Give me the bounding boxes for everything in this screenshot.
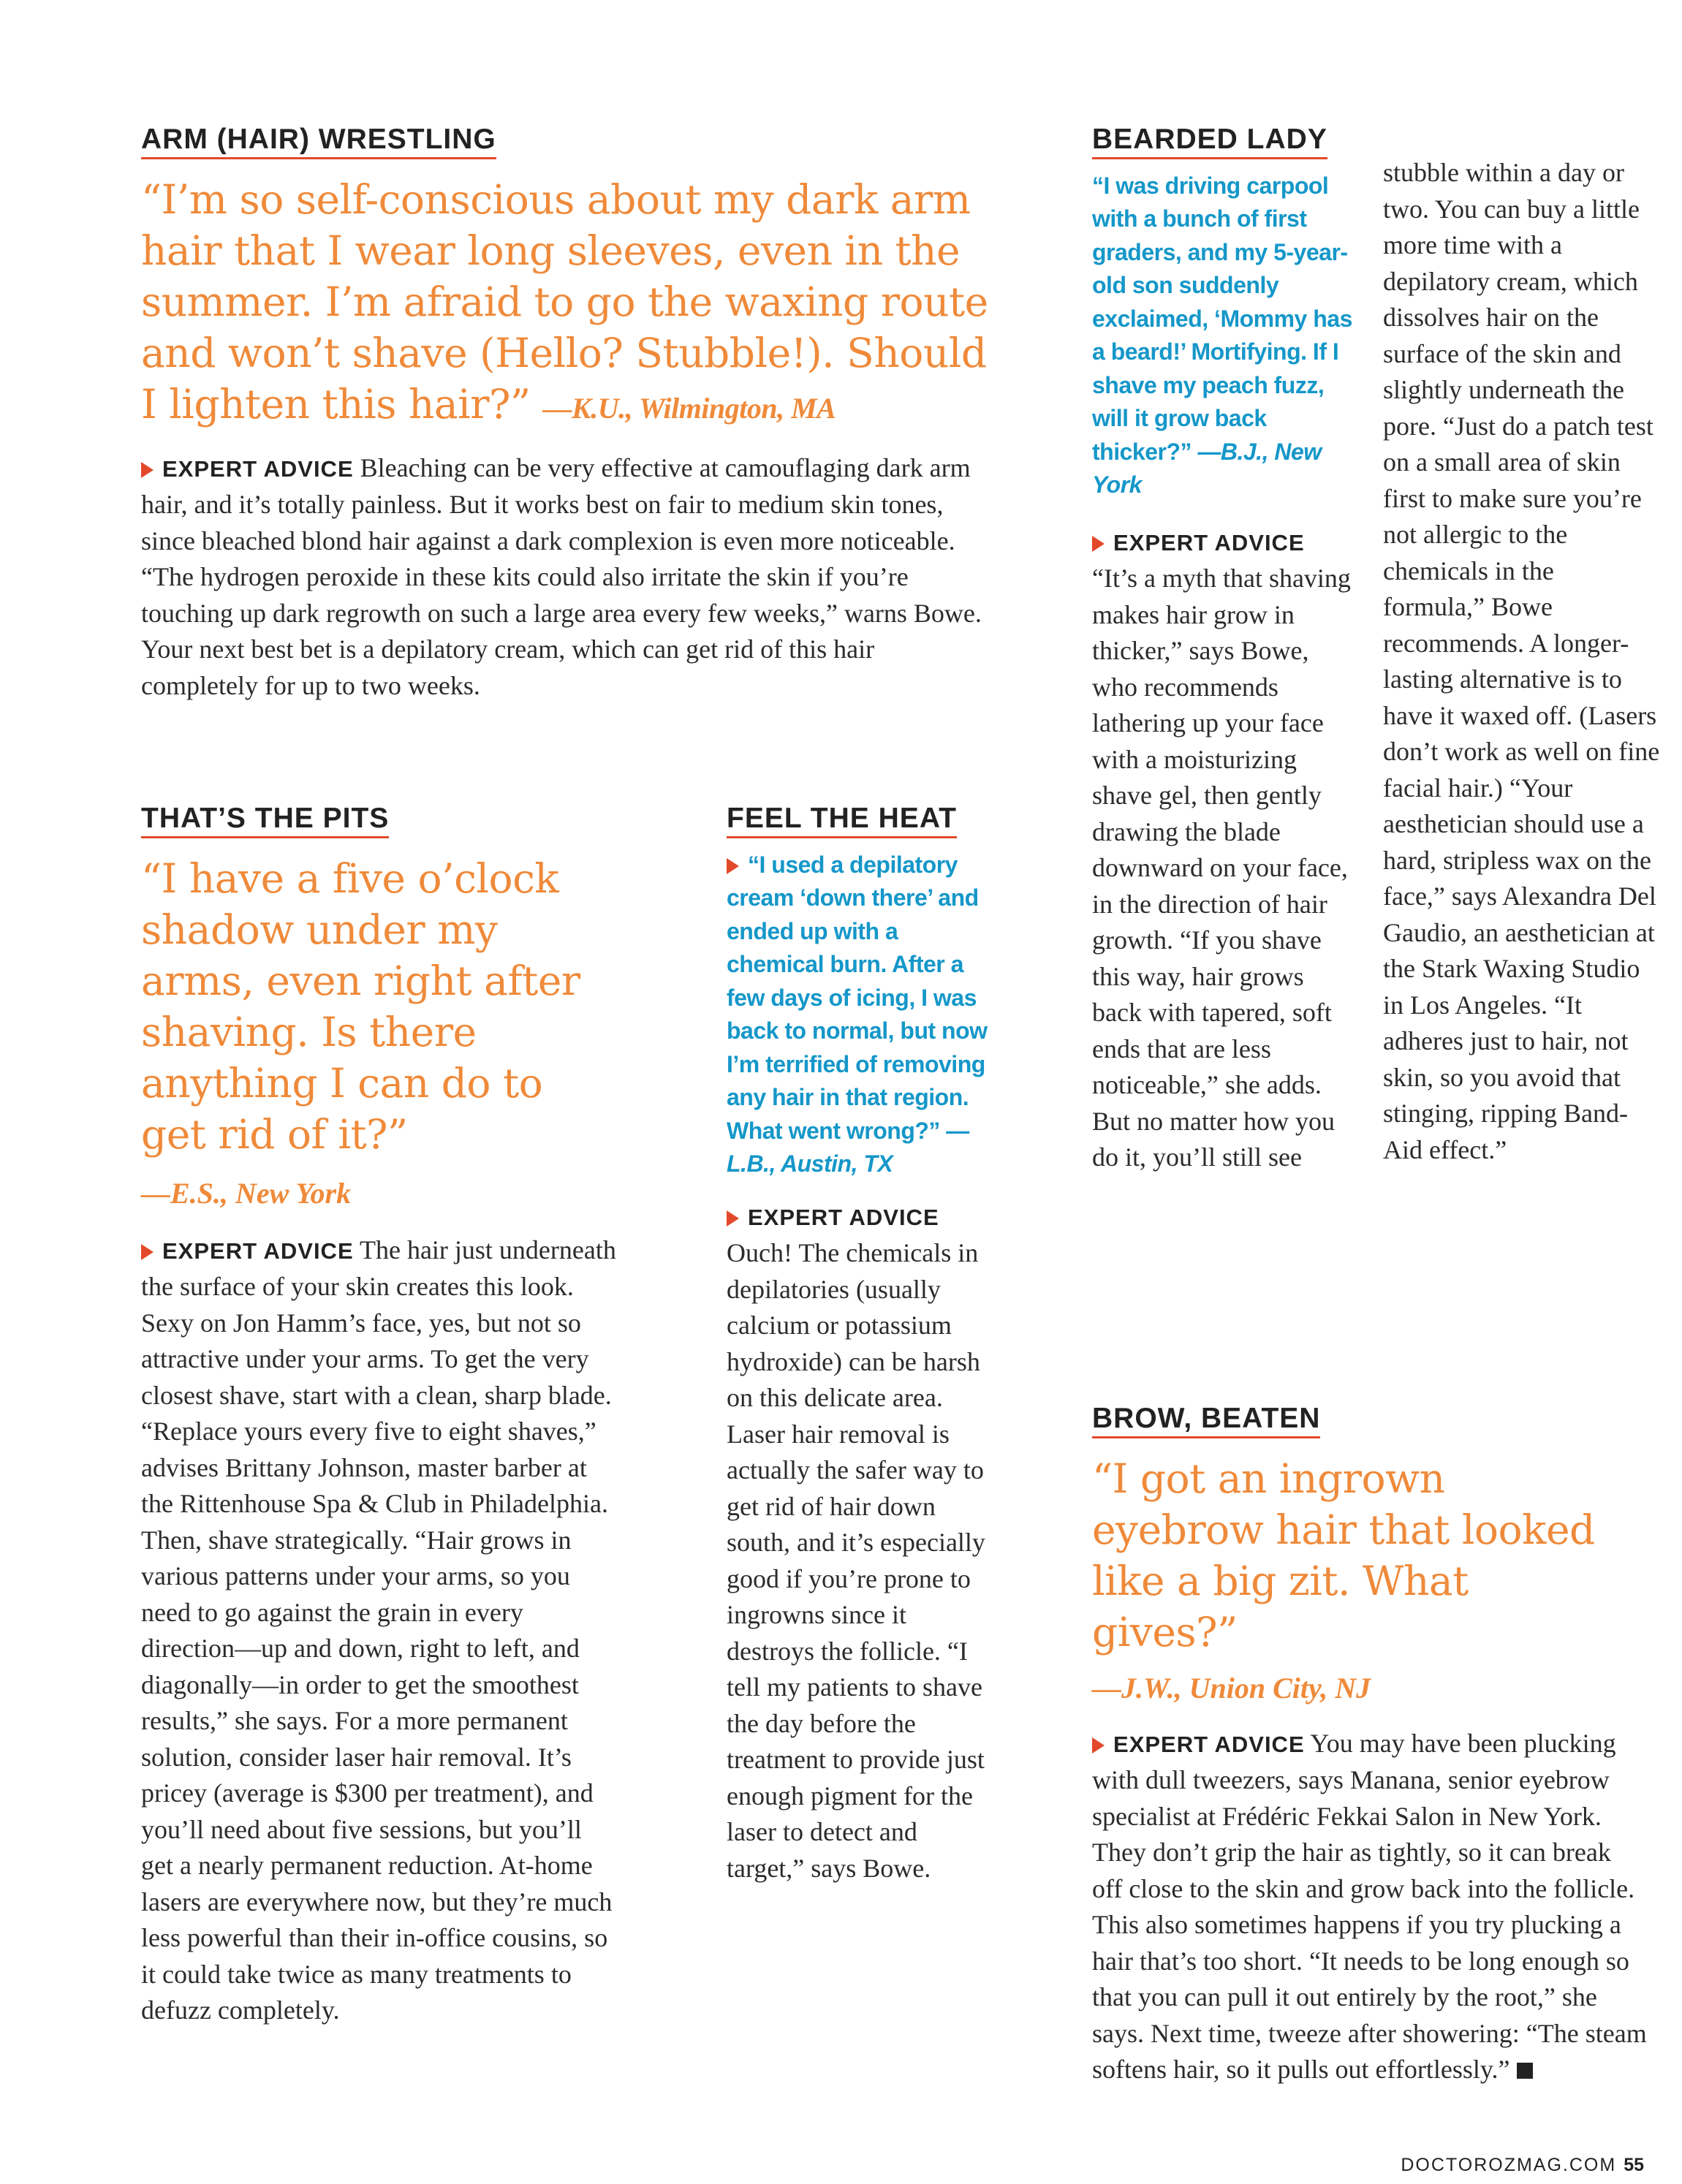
expert-answer xyxy=(1092,524,1355,1176)
triangle-bullet-icon xyxy=(727,858,739,874)
question-text: “I used a depilatory cream ‘down there’ and ended up with a chemical burn. After a few days of icing, I was back to normal, but now I’m terrified of removing any hair in that region. What went wrong?” xyxy=(727,851,988,1144)
triangle-bullet-icon xyxy=(141,1244,154,1260)
section-heading: BEARDED LADY xyxy=(1092,124,1327,159)
question-text: “I was driving carpool with a bunch of first graders, and my 5-year-old son suddenly exclaimed, ‘Mommy has a beard!’ Mortifying. If I shave my peach fuzz, will it grow back thicker?” xyxy=(1092,172,1352,465)
expert-advice-label: EXPERT ADVICE xyxy=(162,1237,354,1264)
triangle-bullet-icon xyxy=(727,1210,739,1226)
section-heading: THAT’S THE PITS xyxy=(141,803,389,838)
page-number: 55 xyxy=(1624,2155,1644,2175)
expert-advice-label: EXPERT ADVICE xyxy=(748,1204,939,1230)
answer-text: The hair just underneath the surface of your skin creates this look. Sexy on Jon Hamm’s face, yes, but not so attractive under your arms. To get the very closest shave, start with a clean, sharp blade. “Replace yours every five to eight shaves,” advises Brittany Johnson, master barber at the Rittenhouse Spa & Club in Philadelphia. Then, shave strategically. “Hair grows in various patterns under your arms, so you need to go against the grain in every direction—up and down, right to left, and diagonally—in order to get the smoothest results,” she says. For a more permanent solution, consider laser hair removal. It’s pricey (average is $300 per treatment), and you’ll need about five sessions, but you’ll get a nearly permanent reduction. At-home lasers are everywhere now, but they’re much less powerful than their in-office cousins, so it could take twice as many treatments to defuzz completely. xyxy=(141,1235,616,2025)
section-heading: FEEL THE HEAT xyxy=(727,803,957,838)
section-heading: BROW, BEATEN xyxy=(1092,1403,1320,1438)
reader-question xyxy=(1092,170,1355,502)
section-brow xyxy=(1092,1403,1648,2088)
expert-advice-label: EXPERT ADVICE xyxy=(1113,529,1305,556)
question-attribution: —L.B., Austin, TX xyxy=(727,1117,969,1178)
expert-advice-label: EXPERT ADVICE xyxy=(1113,1731,1305,1757)
expert-answer xyxy=(141,450,989,705)
answer-text-continued: stubble within a day or two. You can buy a little more time with a depilatory cream, which dissolves hair on the surface of the skin and slightly underneath the pore. “Just do a patch test on a small area of skin first to make sure you’re not allergic to the chemicals in the formula,” Bowe recommends. A longer-lasting alternative is to have it waxed off. (Lasers don’t work as well on fine facial hair.) “Your aesthetician should use a hard, stripless wax on the face,” says Alexandra Del Gaudio, an aesthetician at the Stark Waxing Studio in Los Angeles. “It adheres just to hair, not skin, so you avoid that stinging, ripping Band-Aid effect.” xyxy=(1383,158,1660,1164)
question-attribution: —E.S., New York xyxy=(141,1176,352,1210)
section-heat xyxy=(727,803,993,1887)
triangle-bullet-icon xyxy=(1092,536,1105,552)
section-pits xyxy=(141,803,616,2029)
section-arm xyxy=(141,124,989,704)
question-attribution: —K.U., Wilmington, MA xyxy=(542,391,836,425)
triangle-bullet-icon xyxy=(141,462,154,478)
page-footer xyxy=(1401,2155,1644,2176)
question-text: “I’m so self-conscious about my dark arm hair that I wear long sleeves, even in the summer. I’m afraid to go the waxing route and won’t shave (Hello? Stubble!). Should I lighten this hair?” xyxy=(141,175,988,428)
question-attribution: —J.W., Union City, NJ xyxy=(1092,1671,1371,1705)
expert-answer xyxy=(141,1232,616,2029)
footer-site: DOCTOROZMAG.COM xyxy=(1401,2155,1617,2175)
expert-answer xyxy=(1092,1726,1648,2088)
expert-answer xyxy=(727,1199,993,1887)
question-attribution: —B.J., New York xyxy=(1092,438,1322,498)
section-heading: ARM (HAIR) WRESTLING xyxy=(141,124,496,159)
expert-advice-label: EXPERT ADVICE xyxy=(162,455,354,482)
answer-text: Bleaching can be very effective at camouflaging dark arm hair, and it’s totally painless. But it works best on fair to medium skin tones, since bleached blond hair against a dark complexion is even more noticeable. “The hydrogen peroxide in these kits could also irritate the skin if you’re touching up dark regrowth on such a large area every few weeks,” warns Bowe. Your next best bet is a depilatory cream, which can get rid of this hair completely for up to two weeks. xyxy=(141,452,982,700)
triangle-bullet-icon xyxy=(1092,1737,1105,1753)
section-beard-continued xyxy=(1383,155,1661,1168)
reader-question xyxy=(727,849,993,1181)
answer-text: “It’s a myth that shaving makes hair grow in thicker,” says Bowe, who recommends lathering up your face with a moisturizing shave gel, then gently drawing the blade downward on your face, in the direction of hair growth. “If you shave this way, hair grows back with tapered, soft ends that are less noticeable,” she adds. But no matter how you do it, you’ll still see xyxy=(1092,564,1351,1172)
section-beard xyxy=(1092,124,1355,1176)
end-of-article-icon xyxy=(1517,2063,1533,2079)
answer-text: Ouch! The chemicals in depilatories (usually calcium or potassium hydroxide) can be harsh on this delicate area. Laser hair removal is actually the safer way to get rid of hair down south, and it’s especially good if you’re prone to ingrowns since it destroys the follicle. “I tell my patients to shave the day before the treatment to provide just enough pigment for the laser to detect and target,” says Bowe. xyxy=(727,1238,985,1883)
question-text: “I have a five o’clock shadow under my arms, even right after shaving. Is there anything I can do to get rid of it?” xyxy=(141,854,580,1158)
question-text: “I got an ingrown eyebrow hair that looked like a big zit. What gives?” xyxy=(1092,1455,1595,1656)
answer-text: You may have been plucking with dull tweezers, says Manana, senior eyebrow specialist at Frédéric Fekkai Salon in New York. They don’t grip the hair as tightly, so it can break off close to the skin and grow back into the follicle. This also sometimes happens if you try plucking a hair that’s too short. “It needs to be long enough so that you can pull it out entirely by the root,” she says. Next time, tweeze after showering: “The steam softens hair, so it pulls out effortlessly.” xyxy=(1092,1728,1647,2085)
reader-question xyxy=(141,174,989,434)
